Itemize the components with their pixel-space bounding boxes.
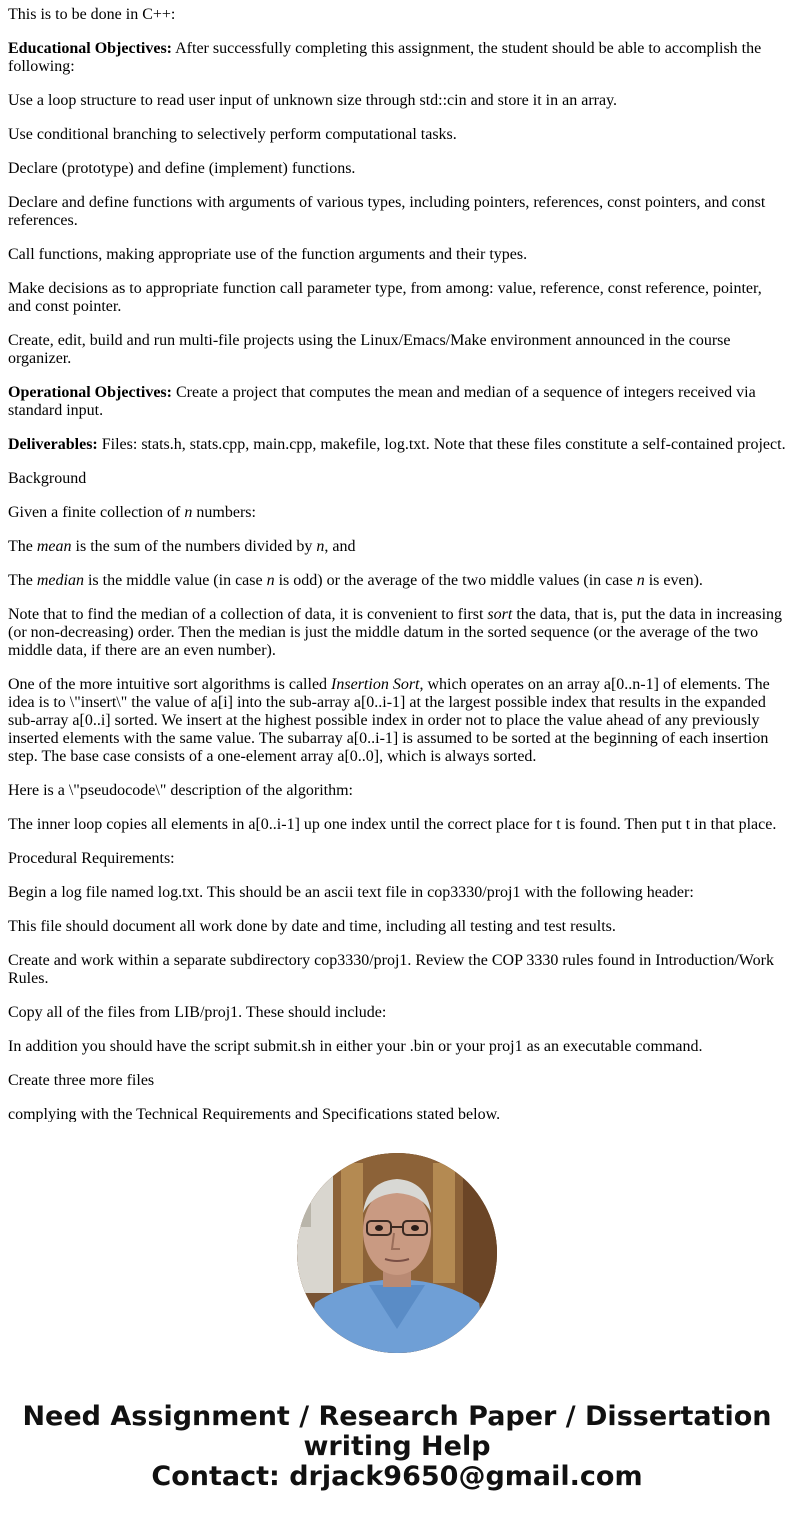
background-heading: Background <box>8 470 87 487</box>
copy-instruction: Copy all of the files from LIB/proj1. These should include: <box>8 1004 387 1021</box>
median-definition: The median is the middle value (in case n is odd) or the average of the two middle values (in case n is even). <box>8 572 703 589</box>
procedural-heading: Procedural Requirements: <box>8 850 175 867</box>
log-doc-instruction: This file should document all work done by date and time, including all testing and test results. <box>8 918 616 935</box>
objective-item: Call functions, making appropriate use of the function arguments and their types. <box>8 246 528 263</box>
edu-label: Educational Objectives: <box>8 40 172 57</box>
banner-line: writing Help <box>303 1431 491 1462</box>
person-portrait-image <box>297 1153 497 1353</box>
objective-item: Use conditional branching to selectively perform computational tasks. <box>8 126 457 143</box>
operational-objectives: Operational Objectives: Create a project that computes the mean and median of a sequence of integers received via standard input. <box>8 384 756 419</box>
assignment-text <box>8 0 788 1122</box>
median-note: Note that to find the median of a collection of data, it is convenient to first sort the data, that is, put the data in increasing (or non-decreasing) order. Then the median is just the middle datum in the sorted sequence (or the average of the two middle data, if there are an even number). <box>8 606 783 659</box>
insertion-sort-description: One of the more intuitive sort algorithms is called Insertion Sort, which operates on an array a[0..n-1] of elements. The idea is to \"insert\" the value of a[i] into the sub-array a[0..i-1] at the largest possible index that results in the expanded sub-array a[0..i] sorted. We insert at the highest possible index in order not to place the value ahead of any previously inserted elements with the same value. The subarray a[0..i-1] is assumed to be sorted at the beginning of each insertion step. The base case consists of a one-element array a[0..0], which is always sorted. <box>8 676 770 765</box>
contact-email: Contact: drjack9650@gmail.com <box>151 1461 643 1492</box>
subdir-instruction: Create and work within a separate subdirectory cop3330/proj1. Review the COP 3330 rules found in Introduction/Work Rules. <box>8 952 774 987</box>
given-line: Given a finite collection of n numbers: <box>8 504 256 521</box>
objective-item: Use a loop structure to read user input of unknown size through std::cin and store it in an array. <box>8 92 618 109</box>
objective-item: Declare and define functions with arguments of various types, including pointers, references, const pointers, and const references. <box>8 194 766 229</box>
intro-line: This is to be done in C++: <box>8 6 176 23</box>
objective-item: Declare (prototype) and define (implement) functions. <box>8 160 356 177</box>
inner-loop-note: The inner loop copies all elements in a[0..i-1] up one index until the correct place for t is found. Then put t in that place. <box>8 816 777 833</box>
educational-objectives: Educational Objectives: After successfully completing this assignment, the student should be able to accomplish the following: <box>8 40 762 75</box>
pseudocode-intro: Here is a \"pseudocode\" description of the algorithm: <box>8 782 353 799</box>
comply-instruction: complying with the Technical Requirements and Specifications stated below. <box>8 1106 501 1122</box>
mean-definition: The mean is the sum of the numbers divided by n, and <box>8 538 356 555</box>
avatar <box>297 1153 497 1353</box>
deliverables-label: Deliverables: <box>8 436 98 453</box>
contact-banner <box>0 1402 794 1492</box>
ops-label: Operational Objectives: <box>8 384 172 401</box>
create-files-instruction: Create three more files <box>8 1072 155 1089</box>
objective-item: Create, edit, build and run multi-file projects using the Linux/Emacs/Make environment announced in the course organizer. <box>8 332 731 367</box>
deliverables: Deliverables: Files: stats.h, stats.cpp, main.cpp, makefile, log.txt. Note that these files constitute a self-contained project. <box>8 436 786 453</box>
banner-line: Need Assignment / Research Paper / Dissertation <box>22 1401 772 1432</box>
log-instruction: Begin a log file named log.txt. This should be an ascii text file in cop3330/proj1 with the following header: <box>8 884 694 901</box>
objective-item: Make decisions as to appropriate function call parameter type, from among: value, reference, const reference, pointer, and const pointer. <box>8 280 762 315</box>
submit-instruction: In addition you should have the script submit.sh in either your .bin or your proj1 as an executable command. <box>8 1038 703 1055</box>
